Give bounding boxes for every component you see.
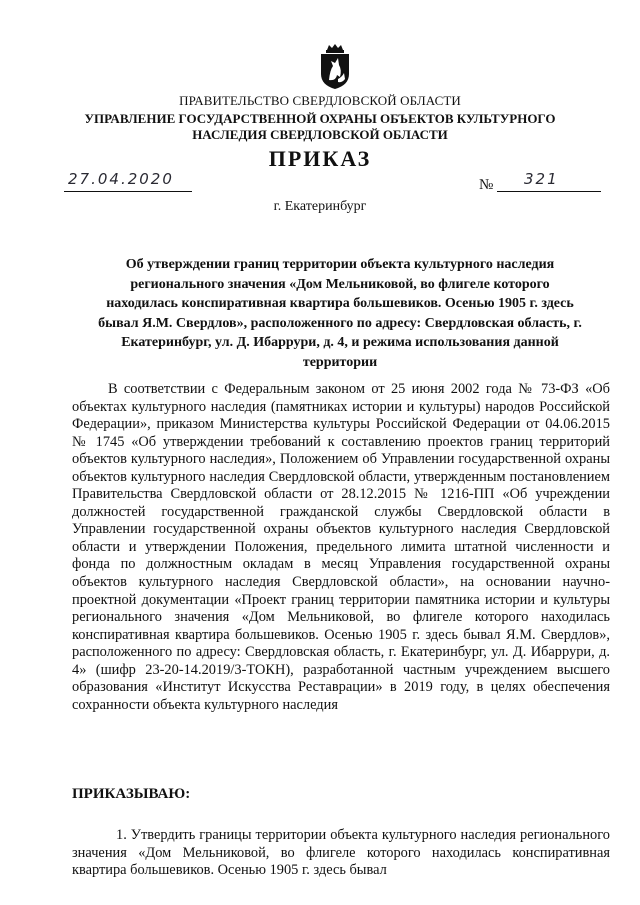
handwritten-number: 321 bbox=[524, 170, 559, 188]
document-type: ПРИКАЗ bbox=[268, 146, 372, 171]
city: г. Екатеринбург bbox=[273, 199, 367, 214]
sverdlovsk-coat-of-arms-icon bbox=[318, 44, 352, 90]
preamble-paragraph: В соответствии с Федеральным законом от 25 июня 2002 года № 73-ФЗ «Об объектах культурного наследия (памятниках истории и культуры) народов Российской Федерации», приказом Министерства культуры Российской Федерации от 04.06.2015 № 1745 «Об утверждении требований к составлению проектов границ территорий объектов культурного наследия», Положением об Управлении государственной охраны объектов культурного наследия Свердловской области, утвержденным постановлением Правительства Свердловской области от 28.12.2015 № 1216-ПП «Об учреждении должностей государственной гражданской службы Свердловской области в Управлении государственной охраны объектов культурного наследия Свердловской области и утверждении Положения, предельного лимита штатной численности и фонда по должностным окладам в месяц Управления государственной охраны объектов культурного наследия Свердловской области», на основании научно-проектной документации «Проект границ территории памятника истории и культуры регионального значения «Дом Мельниковой, во флигеле которого находилась конспиративная квартира большевиков. Осенью 1905 г. здесь бывал Я.М. Свердлов», расположенного по адресу: Свердловская область, г. Екатеринбург, ул. Д. Ибаррури, д. 4» (шифр 23-20-14.2019/3-ТОКН), разработанной частным учреждением высшего образования «Институт Искусства Реставрации» в 2019 году, в целях обеспечения сохранности объекта культурного наследия bbox=[72, 381, 610, 713]
date-underline bbox=[64, 191, 192, 192]
department-name: УПРАВЛЕНИЕ ГОСУДАРСТВЕННОЙ ОХРАНЫ ОБЪЕКТОВ КУЛЬТУРНОГО НАСЛЕДИЯ СВЕРДЛОВСКОЙ ОБЛАСТИ bbox=[84, 111, 556, 142]
number-underline bbox=[497, 191, 601, 192]
handwritten-date: 27.04.2020 bbox=[68, 170, 174, 188]
government-name: ПРАВИТЕЛЬСТВО СВЕРДЛОВСКОЙ ОБЛАСТИ bbox=[179, 93, 461, 108]
number-label: № bbox=[479, 177, 494, 193]
orders-heading: ПРИКАЗЫВАЮ: bbox=[72, 786, 191, 802]
order-subject: Об утверждении границ территории объекта культурного наследия регионального значения «Дом Мельниковой, во флигеле которого находилась конспиративная квартира большевиков. Осенью 1905 г. здесь бывал Я.М. Свердлов», расположенного по адресу: Свердловская область, г. Екатеринбург, ул. Д. Ибаррури, д. 4, и режима использования данной территории bbox=[98, 257, 582, 370]
order-item-1: 1. Утвердить границы территории объекта культурного наследия регионального значения «Дом Мельниковой, во флигеле которого находилась конспиративная квартира большевиков. Осенью 1905 г. здесь бывал bbox=[72, 827, 610, 879]
